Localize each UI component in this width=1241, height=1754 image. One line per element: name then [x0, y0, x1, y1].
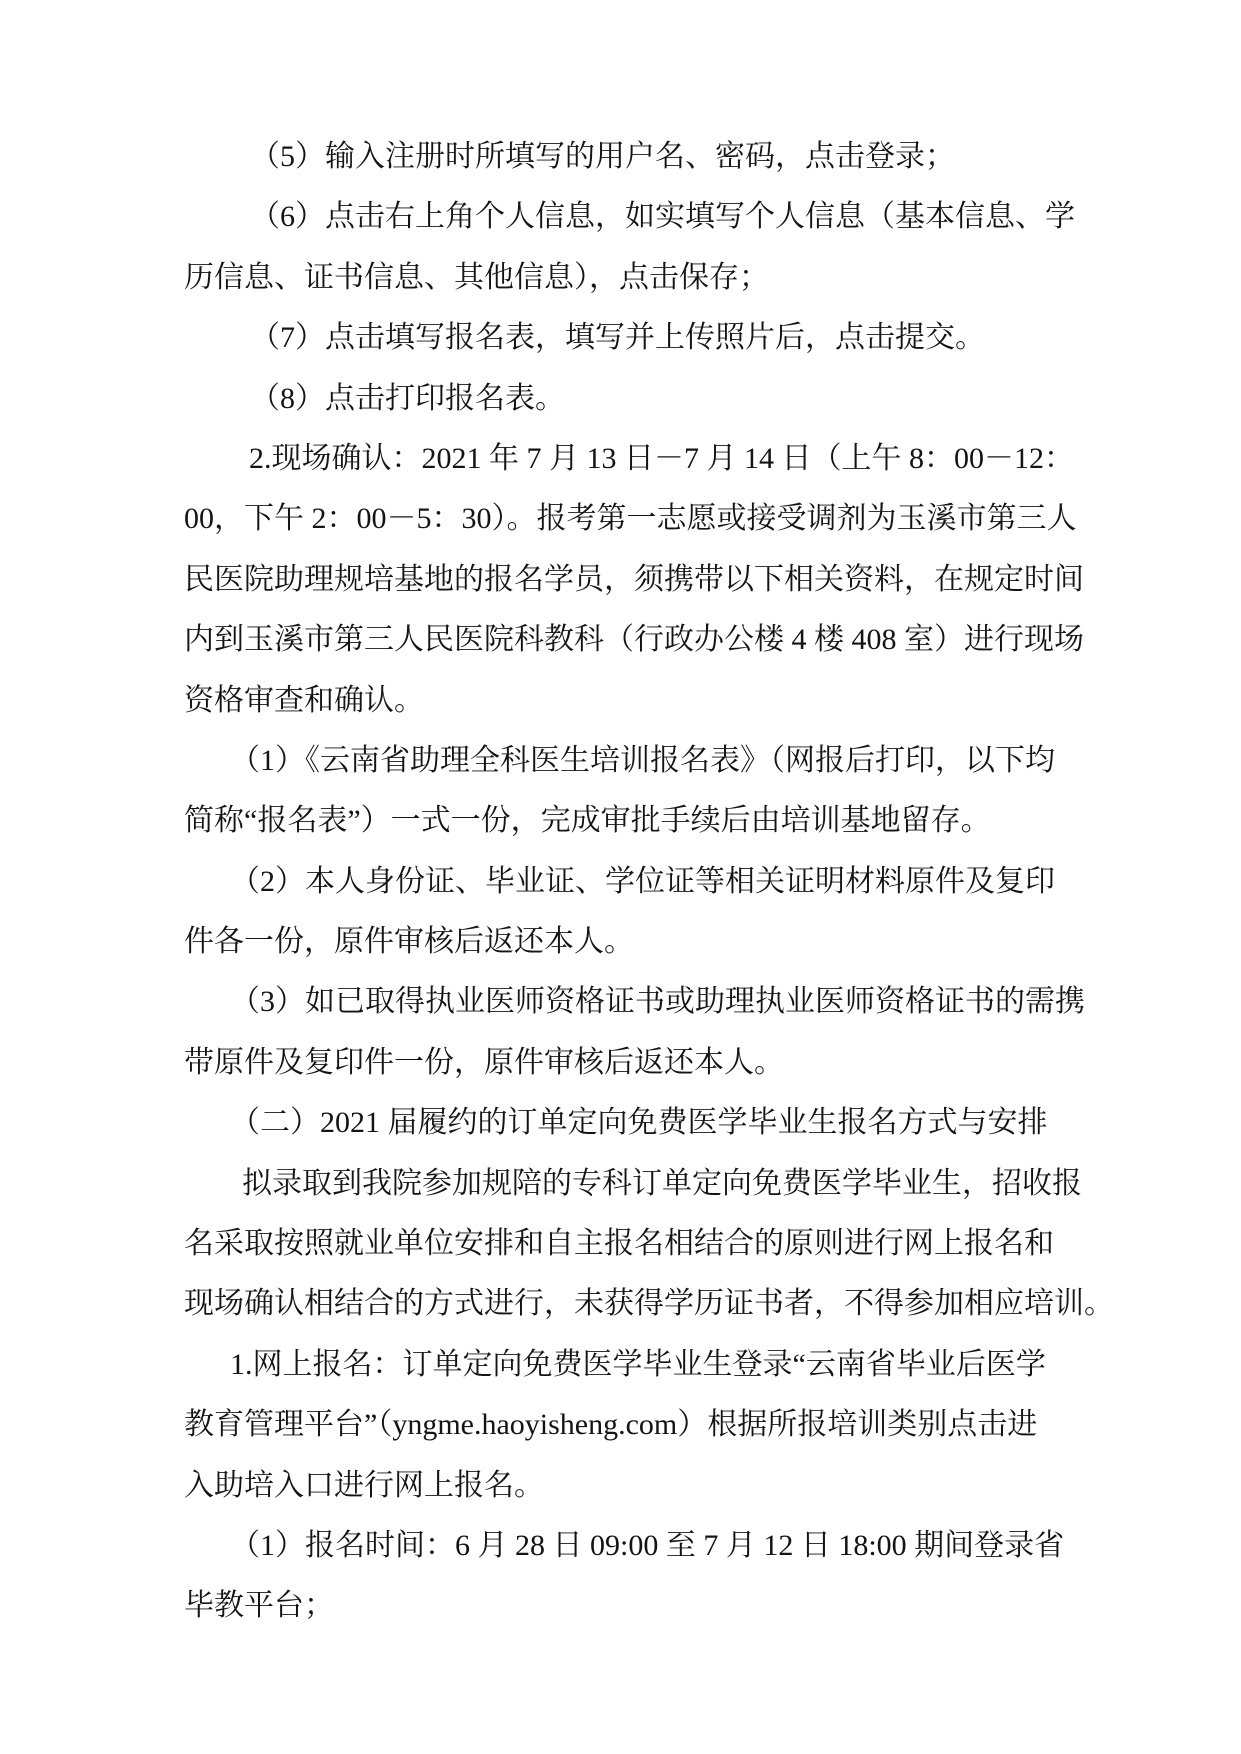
text-column: [184, 127, 1114, 1637]
text-line: 教育管理平台”（yngme.haoyisheng.com）根据所报培训类别点击进: [184, 1408, 1038, 1442]
text-line: （2）本人身份证、毕业证、学位证等相关证明材料原件及复印: [230, 864, 1055, 898]
text-line: 带原件及复印件一份，原件审核后返还本人。: [184, 1045, 784, 1079]
text-line: 2.现场确认：2021 年 7 月 13 日－7 月 14 日（上午 8：00－12：: [249, 441, 1074, 475]
text-line: 资格审查和确认。: [184, 683, 424, 717]
text-line: （8）点击打印报名表。: [250, 381, 565, 415]
text-line: （5）输入注册时所填写的用户名、密码，点击登录；: [250, 140, 955, 173]
text-line: （7）点击填写报名表，填写并上传照片后，点击提交。: [250, 321, 985, 355]
text-line: 1.网上报名：订单定向免费医学毕业生登录“云南省毕业后医学: [230, 1347, 1046, 1381]
text-line: 简称“报名表”）一式一份，完成审批手续后由培训基地留存。: [184, 804, 991, 838]
text-line: 毕教平台；: [184, 1589, 334, 1623]
text-line: 民医院助理规培基地的报名学员，须携带以下相关资料，在规定时间: [184, 562, 1084, 596]
text-line: （1）《云南省助理全科医生培训报名表》（网报后打印，以下均: [230, 743, 1055, 777]
text-line: 拟录取到我院参加规陪的专科订单定向免费医学毕业生，招收报: [242, 1166, 1082, 1200]
text-line: 00，下午 2：00－5：30）。报考第一志愿或接受调剂为玉溪市第三人: [184, 502, 1077, 536]
text-line: （1）报名时间：6 月 28 日 09:00 至 7 月 12 日 18:00 期间登录省: [230, 1528, 1065, 1562]
text-line: 现场确认相结合的方式进行，未获得学历证书者，不得参加相应培训。: [184, 1287, 1114, 1321]
text-line: （二）2021 届履约的订单定向免费医学毕业生报名方式与安排: [230, 1106, 1048, 1140]
text-line: 内到玉溪市第三人民医院科教科（行政办公楼 4 楼 408 室）进行现场: [184, 623, 1084, 657]
text-line: 历信息、证书信息、其他信息），点击保存；: [184, 260, 769, 294]
text-line: 名采取按照就业单位安排和自主报名相结合的原则进行网上报名和: [184, 1227, 1054, 1261]
text-line: （6）点击右上角个人信息，如实填写个人信息（基本信息、学: [250, 200, 1075, 234]
text-line: 入助培入口进行网上报名。: [184, 1468, 544, 1502]
text-line: 件各一份，原件审核后返还本人。: [184, 925, 634, 959]
text-line: （3）如已取得执业医师资格证书或助理执业医师资格证书的需携: [230, 985, 1085, 1019]
